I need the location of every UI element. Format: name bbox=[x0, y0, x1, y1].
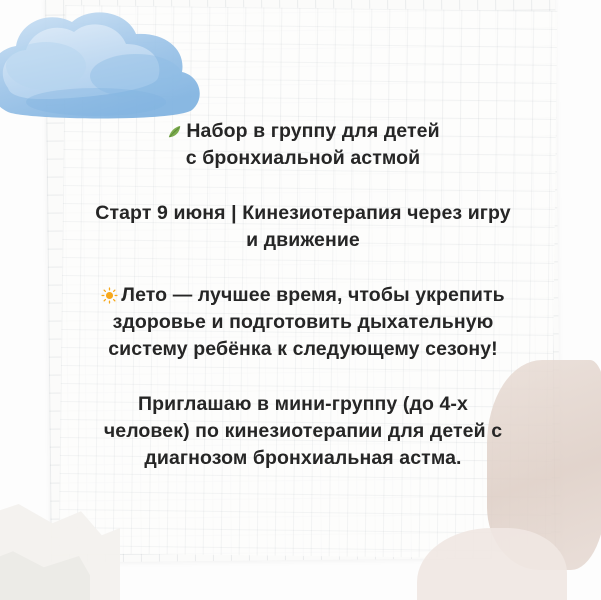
poster-headline bbox=[48, 118, 558, 172]
poster-summer-note-line1: Лето — лучшее время, чтобы укрепить bbox=[121, 284, 505, 306]
poster-invitation-line3: диагнозом бронхиальная астма. bbox=[144, 447, 462, 469]
leaf-icon bbox=[166, 121, 183, 138]
poster-start-info bbox=[48, 200, 558, 254]
poster-invitation-line2: человек) по кинезиотерапии для детей с bbox=[103, 420, 503, 442]
sun-icon bbox=[101, 285, 118, 302]
poster-headline-line1: Набор в группу для детей bbox=[186, 120, 440, 142]
poster-summer-note bbox=[48, 282, 558, 363]
watercolor-cloud-icon bbox=[0, 6, 246, 136]
poster-text-block bbox=[48, 118, 558, 472]
poster-start-info-line2: и движение bbox=[246, 229, 360, 251]
poster-invitation bbox=[48, 391, 558, 472]
poster-invitation-line1: Приглашаю в мини-группу (до 4-х bbox=[138, 393, 468, 415]
poster-start-info-line1: Старт 9 июня | Кинезиотерапия через игру bbox=[95, 202, 511, 224]
poster-summer-note-line2: здоровье и подготовить дыхательную bbox=[112, 311, 494, 333]
poster-headline-line2: с бронхиальной астмой bbox=[185, 147, 421, 169]
poster-summer-note-line3: систему ребёнка к следующему сезону! bbox=[108, 338, 498, 360]
